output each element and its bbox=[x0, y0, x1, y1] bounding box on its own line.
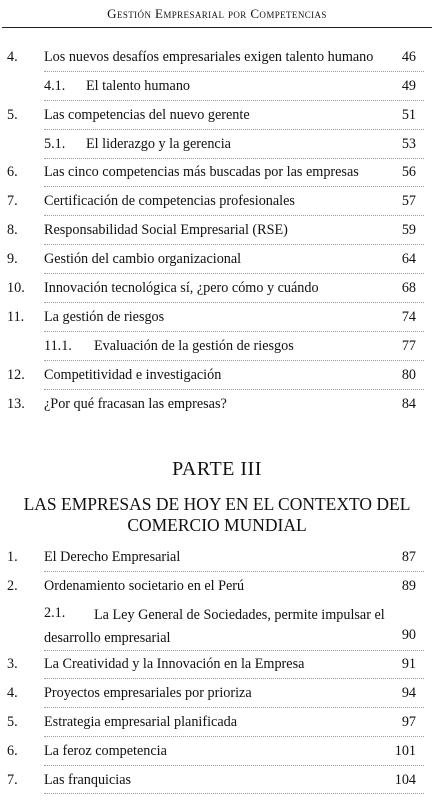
entry-page: 101 bbox=[394, 743, 416, 759]
entry-number: 1. bbox=[7, 549, 18, 565]
entry-page: 56 bbox=[401, 164, 416, 180]
entry-title: La Creatividad y la Innovación en la Empresa bbox=[44, 656, 305, 672]
entry-rule bbox=[44, 302, 424, 303]
entry-rule bbox=[44, 765, 424, 766]
entry-page: 80 bbox=[401, 367, 416, 383]
entry-rule bbox=[44, 793, 424, 794]
entry-rule bbox=[44, 273, 424, 274]
entry-title: Estrategia empresarial planificada bbox=[44, 714, 238, 730]
entry-title: Responsabilidad Social Empresarial (RSE) bbox=[44, 222, 288, 238]
entry-page: 77 bbox=[401, 338, 416, 354]
entry-number: 12. bbox=[7, 367, 25, 383]
entry-page: 87 bbox=[401, 549, 416, 565]
entry-rule bbox=[44, 571, 424, 572]
entry-page: 94 bbox=[401, 685, 416, 701]
entry-rule bbox=[44, 650, 424, 651]
entry-page: 104 bbox=[394, 772, 416, 788]
entry-title: Competitividad e investigación bbox=[44, 367, 222, 383]
entry-number: 5.1. bbox=[44, 136, 66, 152]
entry-number: 7. bbox=[7, 193, 18, 209]
entry-title: Gestión del cambio organizacional bbox=[44, 251, 242, 267]
entry-number: 9. bbox=[7, 251, 18, 267]
entry-number: 7. bbox=[7, 772, 18, 788]
entry-page: 51 bbox=[401, 107, 416, 123]
entry-number: 4. bbox=[7, 685, 18, 701]
entry-page: 46 bbox=[401, 49, 416, 65]
entry-page: 91 bbox=[401, 656, 416, 672]
entry-rule bbox=[44, 331, 424, 332]
entry-rule bbox=[44, 71, 424, 72]
entry-number: 11. bbox=[7, 309, 25, 325]
entry-page: 49 bbox=[401, 78, 416, 94]
entry-number: 6. bbox=[7, 164, 18, 180]
header-rule bbox=[2, 27, 432, 28]
entry-title: La gestión de riesgos bbox=[44, 309, 165, 325]
entry-title: La Ley General de Sociedades, permite impulsar el desarrollo empresarial bbox=[44, 607, 385, 646]
entry-page: 57 bbox=[401, 193, 416, 209]
entry-title: El liderazgo y la gerencia bbox=[86, 136, 231, 152]
entry-title: La feroz competencia bbox=[44, 743, 167, 759]
entry-title: Las competencias del nuevo gerente bbox=[44, 107, 250, 123]
entry-rule bbox=[44, 186, 424, 187]
entry-rule bbox=[44, 707, 424, 708]
entry-rule bbox=[44, 158, 424, 159]
entry-page: 59 bbox=[401, 222, 416, 238]
entry-rule bbox=[44, 678, 424, 679]
entry-title: Certificación de competencias profesionales bbox=[44, 193, 295, 209]
entry-title: Ordenamiento societario en el Perú bbox=[44, 578, 245, 594]
entry-rule bbox=[44, 215, 424, 216]
entry-page: 90 bbox=[401, 627, 416, 643]
entry-page: 64 bbox=[401, 251, 416, 267]
entry-title: ¿Por qué fracasan las empresas? bbox=[44, 396, 227, 412]
entry-title: Las cinco competencias más buscadas por las empresas bbox=[44, 164, 359, 180]
entry-title: Innovación tecnológica sí, ¿pero cómo y cuándo bbox=[44, 280, 319, 296]
entry-number: 4.1. bbox=[44, 78, 66, 94]
entry-rule bbox=[44, 100, 424, 101]
entry-rule bbox=[44, 360, 424, 361]
entry-page: 89 bbox=[401, 578, 416, 594]
entry-page: 53 bbox=[401, 136, 416, 152]
entry-number: 13. bbox=[7, 396, 25, 412]
entry-title: Los nuevos desafíos empresariales exigen talento humano bbox=[44, 49, 374, 65]
entry-number: 4. bbox=[7, 49, 18, 65]
entry-rule bbox=[44, 389, 424, 390]
entry-title: El Derecho Empresarial bbox=[44, 549, 181, 565]
entry-number: 10. bbox=[7, 280, 25, 296]
entry-number: 5. bbox=[7, 714, 18, 730]
toc-entry bbox=[0, 604, 434, 650]
entry-page: 74 bbox=[401, 309, 416, 325]
entry-number: 8. bbox=[7, 222, 18, 238]
entry-page: 68 bbox=[401, 280, 416, 296]
entry-rule bbox=[44, 129, 424, 130]
running-head: Gestión Empresarial por Competencias bbox=[107, 6, 327, 21]
entry-title: Evaluación de la gestión de riesgos bbox=[94, 338, 294, 354]
part-title: LAS EMPRESAS DE HOY EN EL CONTEXTO DEL COMERCIO MUNDIAL bbox=[23, 494, 411, 535]
entry-page: 97 bbox=[401, 714, 416, 730]
entry-title: El talento humano bbox=[86, 78, 191, 94]
entry-number: 5. bbox=[7, 107, 18, 123]
entry-title: Las franquicias bbox=[44, 772, 132, 788]
entry-number: 6. bbox=[7, 743, 18, 759]
entry-title: Proyectos empresariales por prioriza bbox=[44, 685, 252, 701]
entry-number: 2. bbox=[7, 578, 18, 594]
part-label: PARTE III bbox=[172, 458, 262, 480]
entry-number: 11.1. bbox=[44, 338, 72, 354]
entry-rule bbox=[44, 736, 424, 737]
entry-number: 3. bbox=[7, 656, 18, 672]
entry-number: 2.1. bbox=[44, 605, 66, 621]
entry-page: 84 bbox=[401, 396, 416, 412]
entry-rule bbox=[44, 244, 424, 245]
